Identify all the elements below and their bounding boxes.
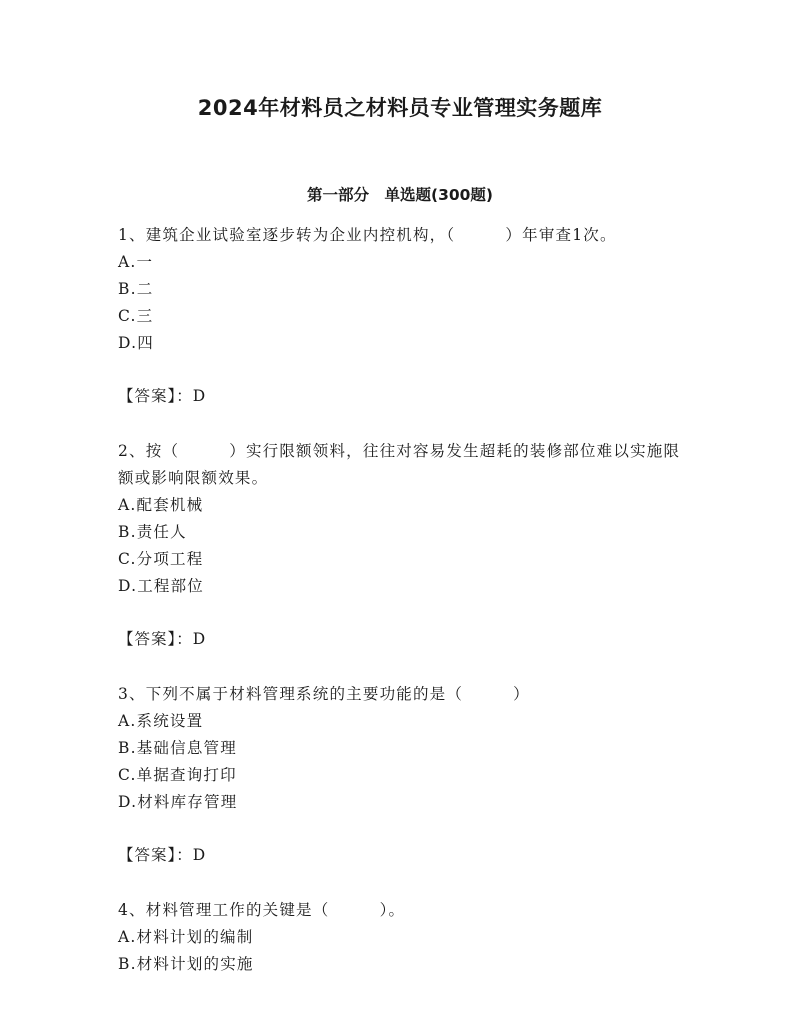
option-c: C.三 <box>118 307 154 325</box>
option-a: A.配套机械 <box>118 496 204 514</box>
option-b: B.二 <box>118 280 154 298</box>
section-title: 第一部分 单选题(300题) <box>306 186 494 204</box>
answer-line: 【答案】：D <box>118 846 207 864</box>
option-c: C.单据查询打印 <box>118 766 237 784</box>
option-c: C.分项工程 <box>118 550 204 568</box>
answer-line: 【答案】：D <box>118 630 207 648</box>
answer-line: 【答案】：D <box>118 387 207 405</box>
question-1 <box>118 222 688 410</box>
question-stem: 4、材料管理工作的关键是（ ）。 <box>118 901 406 919</box>
question-2 <box>118 438 688 653</box>
question-stem: 3、下列不属于材料管理系统的主要功能的是（ ） <box>118 685 530 703</box>
option-b: B.责任人 <box>118 523 187 541</box>
question-list <box>118 222 688 1006</box>
document-title: 2024年材料员之材料员专业管理实务题库 <box>197 96 603 120</box>
option-a: A.材料计划的编制 <box>118 928 254 946</box>
question-3 <box>118 681 688 869</box>
option-d: D.材料库存管理 <box>118 793 238 811</box>
option-b: B.基础信息管理 <box>118 739 237 757</box>
option-a: A.一 <box>118 253 154 271</box>
question-stem: 2、按（ ）实行限额领料，往往对容易发生超耗的装修部位难以实施限额或影响限额效果。 <box>118 442 681 487</box>
question-4 <box>118 897 688 978</box>
option-d: D.四 <box>118 334 154 352</box>
question-stem: 1、建筑企业试验室逐步转为企业内控机构，（ ）年审查1次。 <box>118 226 617 244</box>
option-d: D.工程部位 <box>118 577 205 595</box>
option-b: B.材料计划的实施 <box>118 955 254 973</box>
option-a: A.系统设置 <box>118 712 204 730</box>
